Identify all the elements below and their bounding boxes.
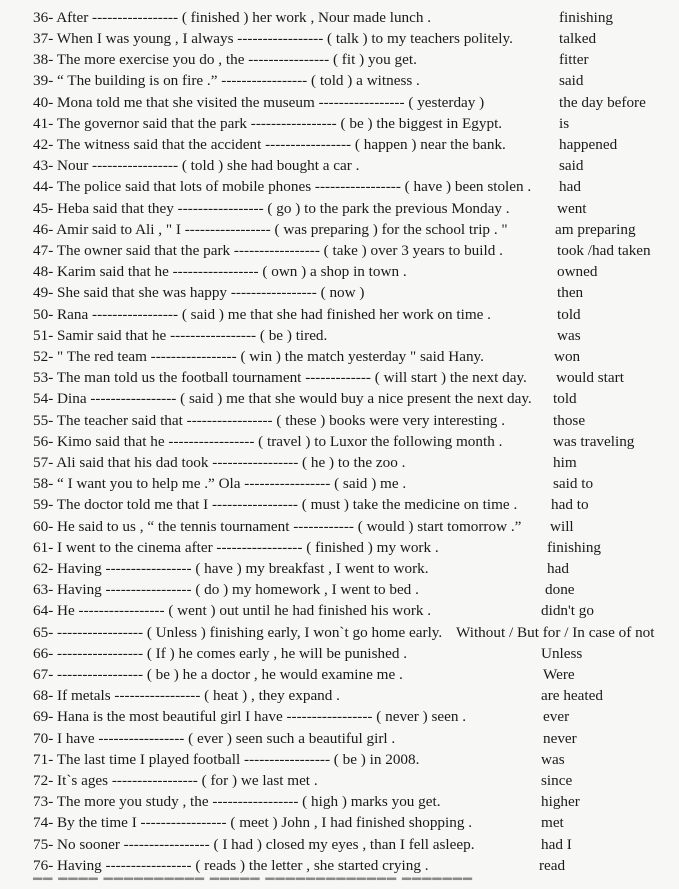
question-row-73 bbox=[0, 791, 679, 812]
question-row-44 bbox=[0, 176, 679, 197]
answer-text: had to bbox=[551, 496, 589, 513]
question-row-42 bbox=[0, 134, 679, 155]
question-row-57 bbox=[0, 452, 679, 473]
question-row-53 bbox=[0, 367, 679, 388]
answer-text: done bbox=[545, 581, 575, 598]
question-row-62 bbox=[0, 558, 679, 579]
question-row-39 bbox=[0, 70, 679, 91]
answer-text: will bbox=[550, 518, 574, 535]
question-row-61 bbox=[0, 537, 679, 558]
question-row-71 bbox=[0, 749, 679, 770]
question-row-37 bbox=[0, 28, 679, 49]
answer-text: said to bbox=[553, 475, 594, 492]
question-text: 72- It`s ages ----------------- ( for ) we last met . bbox=[33, 772, 318, 789]
question-text: 53- The man told us the football tournament ------------- ( will start ) the next day. bbox=[33, 369, 527, 386]
question-row-66 bbox=[0, 643, 679, 664]
answer-text: ever bbox=[543, 708, 570, 725]
answer-text: Without / But for / In case of not bbox=[456, 624, 655, 641]
question-row-54 bbox=[0, 388, 679, 409]
answer-text: had I bbox=[541, 836, 572, 853]
question-row-56 bbox=[0, 431, 679, 452]
question-text: 48- Karim said that he ----------------- ( own ) a shop in town . bbox=[33, 263, 407, 280]
question-text: 45- Heba said that they ----------------- ( go ) to the park the previous Monday . bbox=[33, 200, 510, 217]
question-text: 43- Nour ----------------- ( told ) she had bought a car . bbox=[33, 157, 360, 174]
question-text: 76- Having ----------------- ( reads ) the letter , she started crying . bbox=[33, 857, 429, 874]
answer-text: those bbox=[553, 412, 586, 429]
question-row-75 bbox=[0, 834, 679, 855]
answer-text: was bbox=[541, 751, 565, 768]
question-row-49 bbox=[0, 282, 679, 303]
question-text: 49- She said that she was happy ----------------- ( now ) bbox=[33, 284, 365, 301]
answer-text: finishing bbox=[559, 9, 614, 26]
question-text: 42- The witness said that the accident ----------------- ( happen ) near the bank. bbox=[33, 136, 506, 153]
question-text: 71- The last time I played football ----------------- ( be ) in 2008. bbox=[33, 751, 420, 768]
question-row-68 bbox=[0, 685, 679, 706]
answer-text: is bbox=[559, 115, 570, 132]
answer-text: happened bbox=[559, 136, 618, 153]
question-text: 39- “ The building is on fire .” ----------------- ( told ) a witness . bbox=[33, 72, 420, 89]
question-text: 59- The doctor told me that I ----------------- ( must ) take the medicine on time . bbox=[33, 496, 518, 513]
answer-text: Unless bbox=[541, 645, 583, 662]
answer-text: never bbox=[543, 730, 577, 747]
question-text: 37- When I was young , I always ----------------- ( talk ) to my teachers politely. bbox=[33, 30, 513, 47]
question-row-43 bbox=[0, 155, 679, 176]
cropped-next-row bbox=[0, 871, 679, 888]
answer-text: told bbox=[553, 390, 577, 407]
question-row-41 bbox=[0, 113, 679, 134]
question-row-65 bbox=[0, 622, 679, 643]
answer-text: are heated bbox=[541, 687, 603, 704]
question-text: 61- I went to the cinema after ----------------- ( finished ) my work . bbox=[33, 539, 439, 556]
question-row-38 bbox=[0, 49, 679, 70]
answer-text: talked bbox=[559, 30, 597, 47]
question-row-46 bbox=[0, 219, 679, 240]
question-row-64 bbox=[0, 600, 679, 621]
question-text: 74- By the time I ----------------- ( meet ) John , I had finished shopping . bbox=[33, 814, 473, 831]
answer-text: met bbox=[541, 814, 564, 831]
answer-text: was bbox=[557, 327, 581, 344]
question-text: 60- He said to us , “ the tennis tournament ------------ ( would ) start tomorrow .” bbox=[33, 518, 522, 535]
question-text: 67- ----------------- ( be ) he a doctor , he would examine me . bbox=[33, 666, 403, 683]
answer-text: would start bbox=[556, 369, 624, 386]
answer-text: went bbox=[557, 200, 587, 217]
answer-text: fitter bbox=[559, 51, 589, 68]
answer-text: had bbox=[559, 178, 581, 195]
question-text: 69- Hana is the most beautiful girl I have ----------------- ( never ) seen . bbox=[33, 708, 467, 725]
question-text: 63- Having ----------------- ( do ) my homework , I went to bed . bbox=[33, 581, 419, 598]
question-text: 52- " The red team ----------------- ( win ) the match yesterday " said Hany. bbox=[33, 348, 484, 365]
question-text: 70- I have ----------------- ( ever ) seen such a beautiful girl . bbox=[33, 730, 396, 747]
question-row-69 bbox=[0, 706, 679, 727]
question-text: 41- The governor said that the park ----------------- ( be ) the biggest in Egypt. bbox=[33, 115, 503, 132]
question-row-67 bbox=[0, 664, 679, 685]
question-text: 66- ----------------- ( If ) he comes early , he will be punished . bbox=[33, 645, 408, 662]
question-text: 47- The owner said that the park ----------------- ( take ) over 3 years to build . bbox=[33, 242, 503, 259]
question-row-74 bbox=[0, 812, 679, 833]
answer-text: said bbox=[559, 72, 584, 89]
answer-text: told bbox=[557, 306, 581, 323]
question-row-51 bbox=[0, 325, 679, 346]
question-text: 68- If metals ----------------- ( heat ) , they expand . bbox=[33, 687, 340, 704]
question-row-47 bbox=[0, 240, 679, 261]
question-row-58 bbox=[0, 473, 679, 494]
answer-text: won bbox=[554, 348, 581, 365]
answer-text: didn't go bbox=[541, 602, 594, 619]
answer-text: had bbox=[547, 560, 569, 577]
question-row-72 bbox=[0, 770, 679, 791]
answer-text: since bbox=[541, 772, 573, 789]
question-text: 73- The more you study , the ----------------- ( high ) marks you get. bbox=[33, 793, 441, 810]
question-row-60 bbox=[0, 516, 679, 537]
question-row-45 bbox=[0, 198, 679, 219]
question-text: 58- “ I want you to help me .” Ola ----------------- ( said ) me . bbox=[33, 475, 407, 492]
answer-text: the day before bbox=[559, 94, 646, 111]
answer-text: owned bbox=[557, 263, 598, 280]
answer-text: higher bbox=[541, 793, 580, 810]
question-row-63 bbox=[0, 579, 679, 600]
answer-text: said bbox=[559, 157, 584, 174]
answer-text: read bbox=[539, 857, 566, 874]
question-row-36 bbox=[0, 7, 679, 28]
question-text: 44- The police said that lots of mobile phones ----------------- ( have ) been stolen . bbox=[33, 178, 532, 195]
question-text: 56- Kimo said that he ----------------- ( travel ) to Luxor the following month . bbox=[33, 433, 503, 450]
cropped-row-fragment: ━━ ━━━━ ━━━━━━━━━━ ━━━━━ ━━━━━━━━━━━━━ ━━━━━━━ bbox=[33, 871, 473, 888]
question-row-59 bbox=[0, 494, 679, 515]
question-text: 64- He ----------------- ( went ) out until he had finished his work . bbox=[33, 602, 432, 619]
answer-text: him bbox=[553, 454, 577, 471]
question-text: 57- Ali said that his dad took ----------------- ( he ) to the zoo . bbox=[33, 454, 406, 471]
question-row-52 bbox=[0, 346, 679, 367]
answer-text: was traveling bbox=[553, 433, 635, 450]
question-row-70 bbox=[0, 728, 679, 749]
question-text: 54- Dina ----------------- ( said ) me that she would buy a nice present the next day. bbox=[33, 390, 532, 407]
question-text: 38- The more exercise you do , the ---------------- ( fit ) you get. bbox=[33, 51, 417, 68]
answer-text: finishing bbox=[547, 539, 602, 556]
answer-text: am preparing bbox=[555, 221, 636, 238]
answer-text: Were bbox=[543, 666, 575, 683]
question-text: 55- The teacher said that ----------------- ( these ) books were very interesting . bbox=[33, 412, 505, 429]
question-row-48 bbox=[0, 261, 679, 282]
question-text: 51- Samir said that he ----------------- ( be ) tired. bbox=[33, 327, 328, 344]
answer-text: then bbox=[557, 284, 584, 301]
question-row-50 bbox=[0, 304, 679, 325]
question-row-55 bbox=[0, 410, 679, 431]
question-text: 75- No sooner ----------------- ( I had ) closed my eyes , than I fell asleep. bbox=[33, 836, 475, 853]
question-text: 46- Amir said to Ali , " I ----------------- ( was preparing ) for the school trip . " bbox=[33, 221, 508, 238]
question-text: 36- After ----------------- ( finished ) her work , Nour made lunch . bbox=[33, 9, 432, 26]
question-text: 40- Mona told me that she visited the museum ----------------- ( yesterday ) bbox=[33, 94, 485, 111]
answer-text: took /had taken bbox=[557, 242, 651, 259]
question-row-40 bbox=[0, 92, 679, 113]
question-text: 50- Rana ----------------- ( said ) me that she had finished her work on time . bbox=[33, 306, 491, 323]
question-text: 62- Having ----------------- ( have ) my breakfast , I went to work. bbox=[33, 560, 429, 577]
question-text: 65- ----------------- ( Unless ) finishing early, I won`t go home early. bbox=[33, 624, 443, 641]
